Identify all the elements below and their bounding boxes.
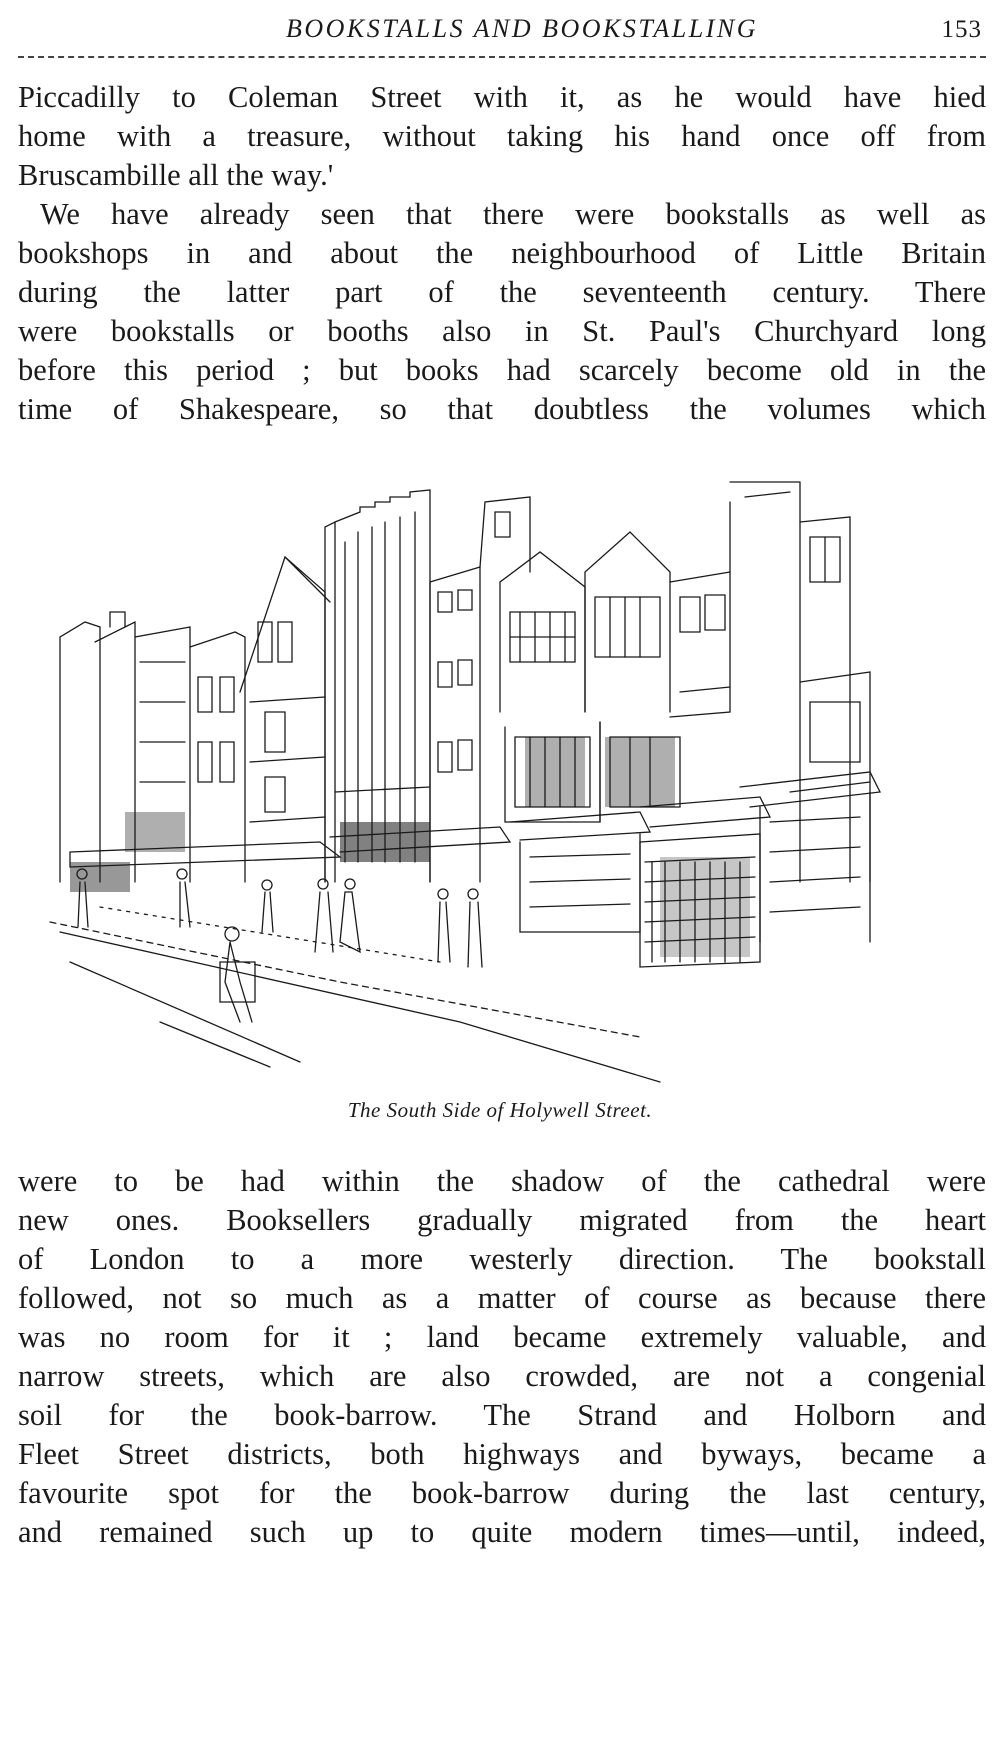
header-rule [18, 56, 986, 58]
text-line: of London to a more westerly direction. The bookstall [18, 1242, 986, 1276]
text-line: favourite spot for the book-barrow during the last century, [18, 1476, 986, 1510]
text-line: were to be had within the shadow of the cathedral were [18, 1164, 986, 1198]
text-line: narrow streets, which are also crowded, are not a congenial [18, 1359, 986, 1393]
text-line: bookshops in and about the neighbourhood of Little Britain [18, 236, 986, 270]
text-line: Bruscambille all the way.' [18, 158, 334, 192]
text-line: before this period ; but books had scarcely become old in the [18, 353, 986, 387]
text-line: We have already seen that there were bookstalls as well as [40, 197, 986, 231]
page-number: 153 [941, 16, 982, 43]
text-line: followed, not so much as a matter of course as because there [18, 1281, 986, 1315]
paragraph-bookstalls [18, 195, 986, 429]
running-title: BOOKSTALLS AND BOOKSTALLING [285, 14, 759, 43]
holywell-street-drawing [40, 462, 970, 1102]
text-line: was no room for it ; land became extremely valuable, and [18, 1320, 986, 1354]
paragraph-migration [18, 1162, 986, 1552]
text-line: time of Shakespeare, so that doubtless the volumes which [18, 392, 986, 426]
figure-caption: The South Side of Holywell Street. [347, 1098, 653, 1122]
running-head [18, 14, 986, 48]
text-line: and remained such up to quite modern times—until, indeed, [18, 1515, 986, 1549]
text-line: Fleet Street districts, both highways and byways, became a [18, 1437, 986, 1471]
text-line: Piccadilly to Coleman Street with it, as he would have hied [18, 80, 986, 114]
text-line: new ones. Booksellers gradually migrated from the heart [18, 1203, 986, 1237]
text-line: were bookstalls or booths also in St. Paul's Churchyard long [18, 314, 986, 348]
street-illustration [40, 462, 970, 1102]
text-line: during the latter part of the seventeenth century. There [18, 275, 986, 309]
text-line: home with a treasure, without taking his hand once off from [18, 119, 986, 153]
paragraph-continued [18, 78, 986, 195]
text-line: soil for the book-barrow. The Strand and Holborn and [18, 1398, 986, 1432]
